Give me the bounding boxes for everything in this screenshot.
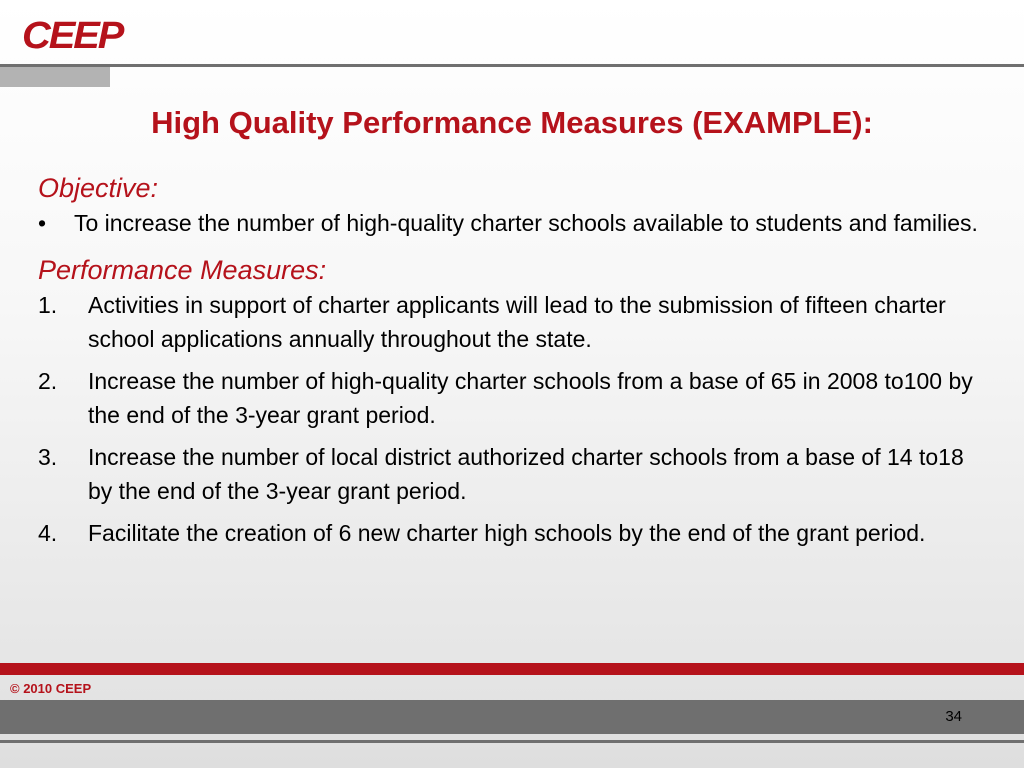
measure-item xyxy=(38,516,978,550)
measure-item xyxy=(38,288,978,356)
copyright-text: © 2010 CEEP xyxy=(10,681,92,696)
measure-item xyxy=(38,440,978,508)
slide-content xyxy=(38,170,978,550)
performance-measures-heading: Performance Measures: xyxy=(38,255,327,285)
footer-gray-bar xyxy=(0,700,1024,734)
header-divider xyxy=(0,64,1024,67)
page-number: 34 xyxy=(945,708,962,725)
measure-number: 4. xyxy=(38,520,58,546)
measure-text: Facilitate the creation of 6 new charter high schools by the end of the grant period. xyxy=(88,520,926,546)
measure-item xyxy=(38,364,978,432)
objective-heading: Objective: xyxy=(38,173,159,203)
footer-red-bar xyxy=(0,663,1024,675)
slide-title: High Quality Performance Measures (EXAMPLE): xyxy=(151,105,873,140)
ceep-logo: CEEP xyxy=(22,15,123,57)
measure-text: Activities in support of charter applicants will lead to the submission of fifteen charter school applications annually throughout the state. xyxy=(88,292,946,352)
objective-bullet xyxy=(38,206,978,240)
bullet-marker: • xyxy=(38,210,47,236)
measure-text: Increase the number of local district authorized charter schools from a base of 14 to18 by the end of the 3-year grant period. xyxy=(88,444,964,504)
footer-bottom-line xyxy=(0,740,1024,743)
measure-text: Increase the number of high-quality charter schools from a base of 65 in 2008 to100 by the end of the 3-year grant period. xyxy=(88,368,973,428)
objective-bullet-text: To increase the number of high-quality charter schools available to students and families. xyxy=(74,210,978,236)
header-accent-block xyxy=(0,67,110,87)
measure-number: 2. xyxy=(38,368,58,394)
measure-number: 1. xyxy=(38,292,58,318)
measure-number: 3. xyxy=(38,444,58,470)
